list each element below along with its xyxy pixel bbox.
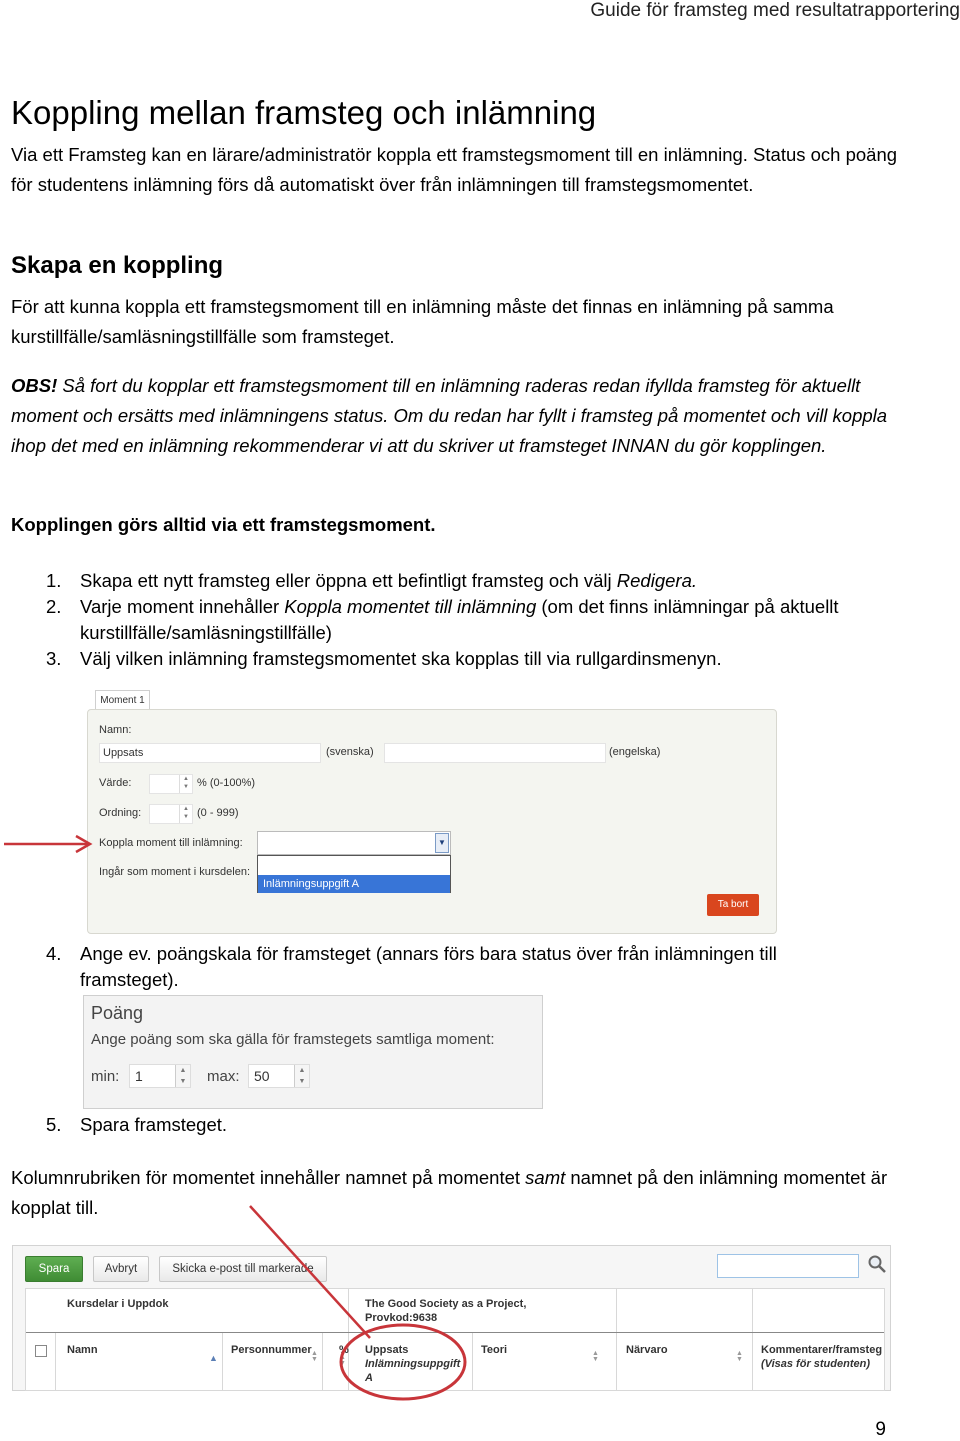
stepper-arrows-icon[interactable]: ▲ ▼ — [175, 1065, 190, 1087]
step-text: Välj vilken inlämning framstegsmomentet ska kopplas till via rullgardinsmenyn. — [80, 648, 722, 669]
list-item — [46, 1112, 906, 1138]
step-text-post: (om det finns inlämningar på aktuellt kurstillfälle/samläsningstillfälle) — [80, 596, 839, 643]
value-hint: % (0-100%) — [197, 777, 256, 789]
search-icon[interactable] — [867, 1254, 887, 1274]
order-stepper[interactable] — [149, 804, 193, 824]
step-text-em: Koppla momentet till inlämning — [284, 596, 537, 617]
sort-asc-icon[interactable]: ▲ — [209, 1353, 218, 1363]
column-uppsats-sub1: Inlämningsuppgift — [365, 1358, 461, 1370]
step-text-em: Redigera. — [616, 570, 697, 591]
step-text — [80, 594, 880, 646]
min-stepper[interactable] — [129, 1064, 191, 1088]
max-stepper[interactable] — [248, 1064, 310, 1088]
obs-label: OBS! — [11, 375, 58, 396]
step-text — [80, 568, 880, 594]
save-button[interactable]: Spara — [25, 1256, 83, 1282]
column-teori-label: Teori — [481, 1344, 508, 1356]
course-title: The Good Society as a Project, — [365, 1298, 527, 1310]
header-cell — [617, 1289, 753, 1332]
max-label: max: — [207, 1068, 240, 1085]
column-pct-label: % — [339, 1344, 349, 1356]
sort-icon[interactable]: ▲ ▼ — [311, 1350, 318, 1363]
column-narvaro-label: Närvaro — [626, 1344, 668, 1356]
cancel-button[interactable]: Avbryt — [93, 1256, 149, 1282]
page-title: Koppling mellan framsteg och inlämning — [11, 94, 597, 131]
closing-em: samt — [525, 1167, 566, 1188]
search-input[interactable] — [717, 1254, 859, 1278]
points-form-screenshot — [83, 995, 543, 1109]
dropdown-list — [257, 855, 451, 893]
min-label: min: — [91, 1068, 120, 1085]
arrow-annotation-icon — [0, 833, 96, 855]
step-text: Spara framsteget. — [80, 1114, 228, 1135]
order-label: Ordning: — [99, 807, 142, 819]
name-label: Namn: — [99, 724, 132, 736]
section-paragraph: För att kunna koppla ett framstegsmoment till en inlämning måste det finnas en inlämning på samma kurstillfälle/samläsningstillfälle som framsteget. — [11, 296, 834, 347]
column-uppsats-label: Uppsats — [365, 1344, 409, 1356]
points-instruction: Ange poäng som ska gälla för framstegets samtliga moment: — [91, 1031, 495, 1048]
dropdown-option[interactable]: Inlämningsuppgift A — [258, 875, 450, 893]
link-label: Koppla moment till inlämning: — [99, 837, 243, 849]
list-item — [46, 646, 906, 672]
closing-post: namnet på den inlämning momentet är kopplat till. — [11, 1167, 888, 1218]
name-en-input[interactable] — [384, 743, 606, 763]
step-text-pre: Skapa ett nytt framsteg eller öppna ett befintligt framsteg och välj — [80, 570, 617, 591]
chevron-down-icon[interactable]: ▼ — [435, 833, 449, 853]
step-number: 2. — [46, 596, 62, 617]
lang-sv-label: (svenska) — [326, 746, 374, 758]
page-header: Guide för framsteg med resultatrapportering — [590, 0, 960, 21]
intro-paragraph: Via ett Framsteg kan en lärare/administratör koppla ett framstegsmoment till en inlämning. Status och poäng för studentens inlämning förs då automatiskt över från inlämningen till framstegsmomentet. — [11, 144, 898, 195]
step-number: 4. — [46, 943, 62, 964]
course-code: Provkod:9638 — [365, 1312, 438, 1324]
min-value: 1 — [135, 1068, 143, 1084]
sort-icon[interactable]: ▲ ▼ — [736, 1350, 743, 1363]
group-header: Kursdelar i Uppdok — [67, 1298, 169, 1310]
step-number: 3. — [46, 648, 62, 669]
circle-annotation-icon — [240, 1200, 480, 1405]
column-name-label: Namn — [67, 1344, 98, 1356]
closing-pre: Kolumnrubriken för momentet innehåller namnet på momentet — [11, 1167, 526, 1188]
email-selected-button[interactable]: Skicka e-post till markerade — [159, 1256, 327, 1282]
column-uppsats-sub2: A — [365, 1372, 373, 1384]
delete-button[interactable]: Ta bort — [707, 894, 759, 916]
section-heading: Skapa en koppling — [11, 252, 224, 279]
obs-text: Så fort du kopplar ett framstegsmoment till en inlämning raderas redan ifyllda framsteg för aktuellt moment och ersätts med inlämningens status. Om du redan har fyllt i framsteg på momentet och vill koppla ihop det med en inlämning rekommenderar vi att du skriver ut framsteget INNAN du gör kopplingen. — [11, 375, 888, 456]
steps-list-1 — [46, 568, 906, 678]
moment-panel — [87, 709, 777, 934]
order-hint: (0 - 999) — [197, 807, 239, 819]
list-item — [46, 594, 906, 646]
included-label: Ingår som moment i kursdelen: — [99, 866, 251, 878]
tab-moment-1[interactable]: Moment 1 — [95, 690, 150, 710]
step-text-pre: Varje moment innehåller — [80, 596, 285, 617]
step-text: Ange ev. poängskala för framsteget (annars förs bara status över från inlämningen till framsteget). — [80, 943, 777, 990]
lang-en-label: (engelska) — [609, 746, 661, 758]
column-comments-sub: (Visas för studenten) — [761, 1358, 870, 1370]
sort-icon[interactable]: ▲ ▼ — [592, 1350, 599, 1363]
step-number: 1. — [46, 570, 62, 591]
column-name[interactable] — [56, 1333, 223, 1391]
page-number: 9 — [875, 1419, 886, 1440]
max-value: 50 — [254, 1068, 270, 1084]
checkbox-cell — [26, 1333, 56, 1391]
name-sv-input[interactable]: Uppsats — [99, 743, 321, 763]
column-narvaro[interactable] — [617, 1333, 753, 1391]
sort-icon[interactable]: ▲ ▼ — [339, 1354, 346, 1367]
select-all-checkbox[interactable] — [35, 1345, 47, 1357]
column-pnr-label: Personnummer — [231, 1344, 312, 1356]
stepper-arrows-icon[interactable]: ▲ ▼ — [179, 805, 192, 823]
moment-form-screenshot — [87, 690, 777, 934]
submission-dropdown[interactable] — [257, 831, 451, 855]
list-item — [46, 941, 906, 993]
stepper-arrows-icon[interactable]: ▲ ▼ — [294, 1065, 309, 1087]
obs-paragraph — [11, 371, 911, 461]
step-number: 5. — [46, 1114, 62, 1135]
points-title: Poäng — [91, 1003, 144, 1023]
column-comments-label: Kommentarer/framsteg — [761, 1344, 883, 1356]
stepper-arrows-icon[interactable]: ▲ ▼ — [179, 775, 192, 793]
list-item — [46, 568, 906, 594]
value-label: Värde: — [99, 777, 132, 789]
bold-line: Kopplingen görs alltid via ett framstegsmoment. — [11, 514, 436, 535]
value-stepper[interactable] — [149, 774, 193, 794]
